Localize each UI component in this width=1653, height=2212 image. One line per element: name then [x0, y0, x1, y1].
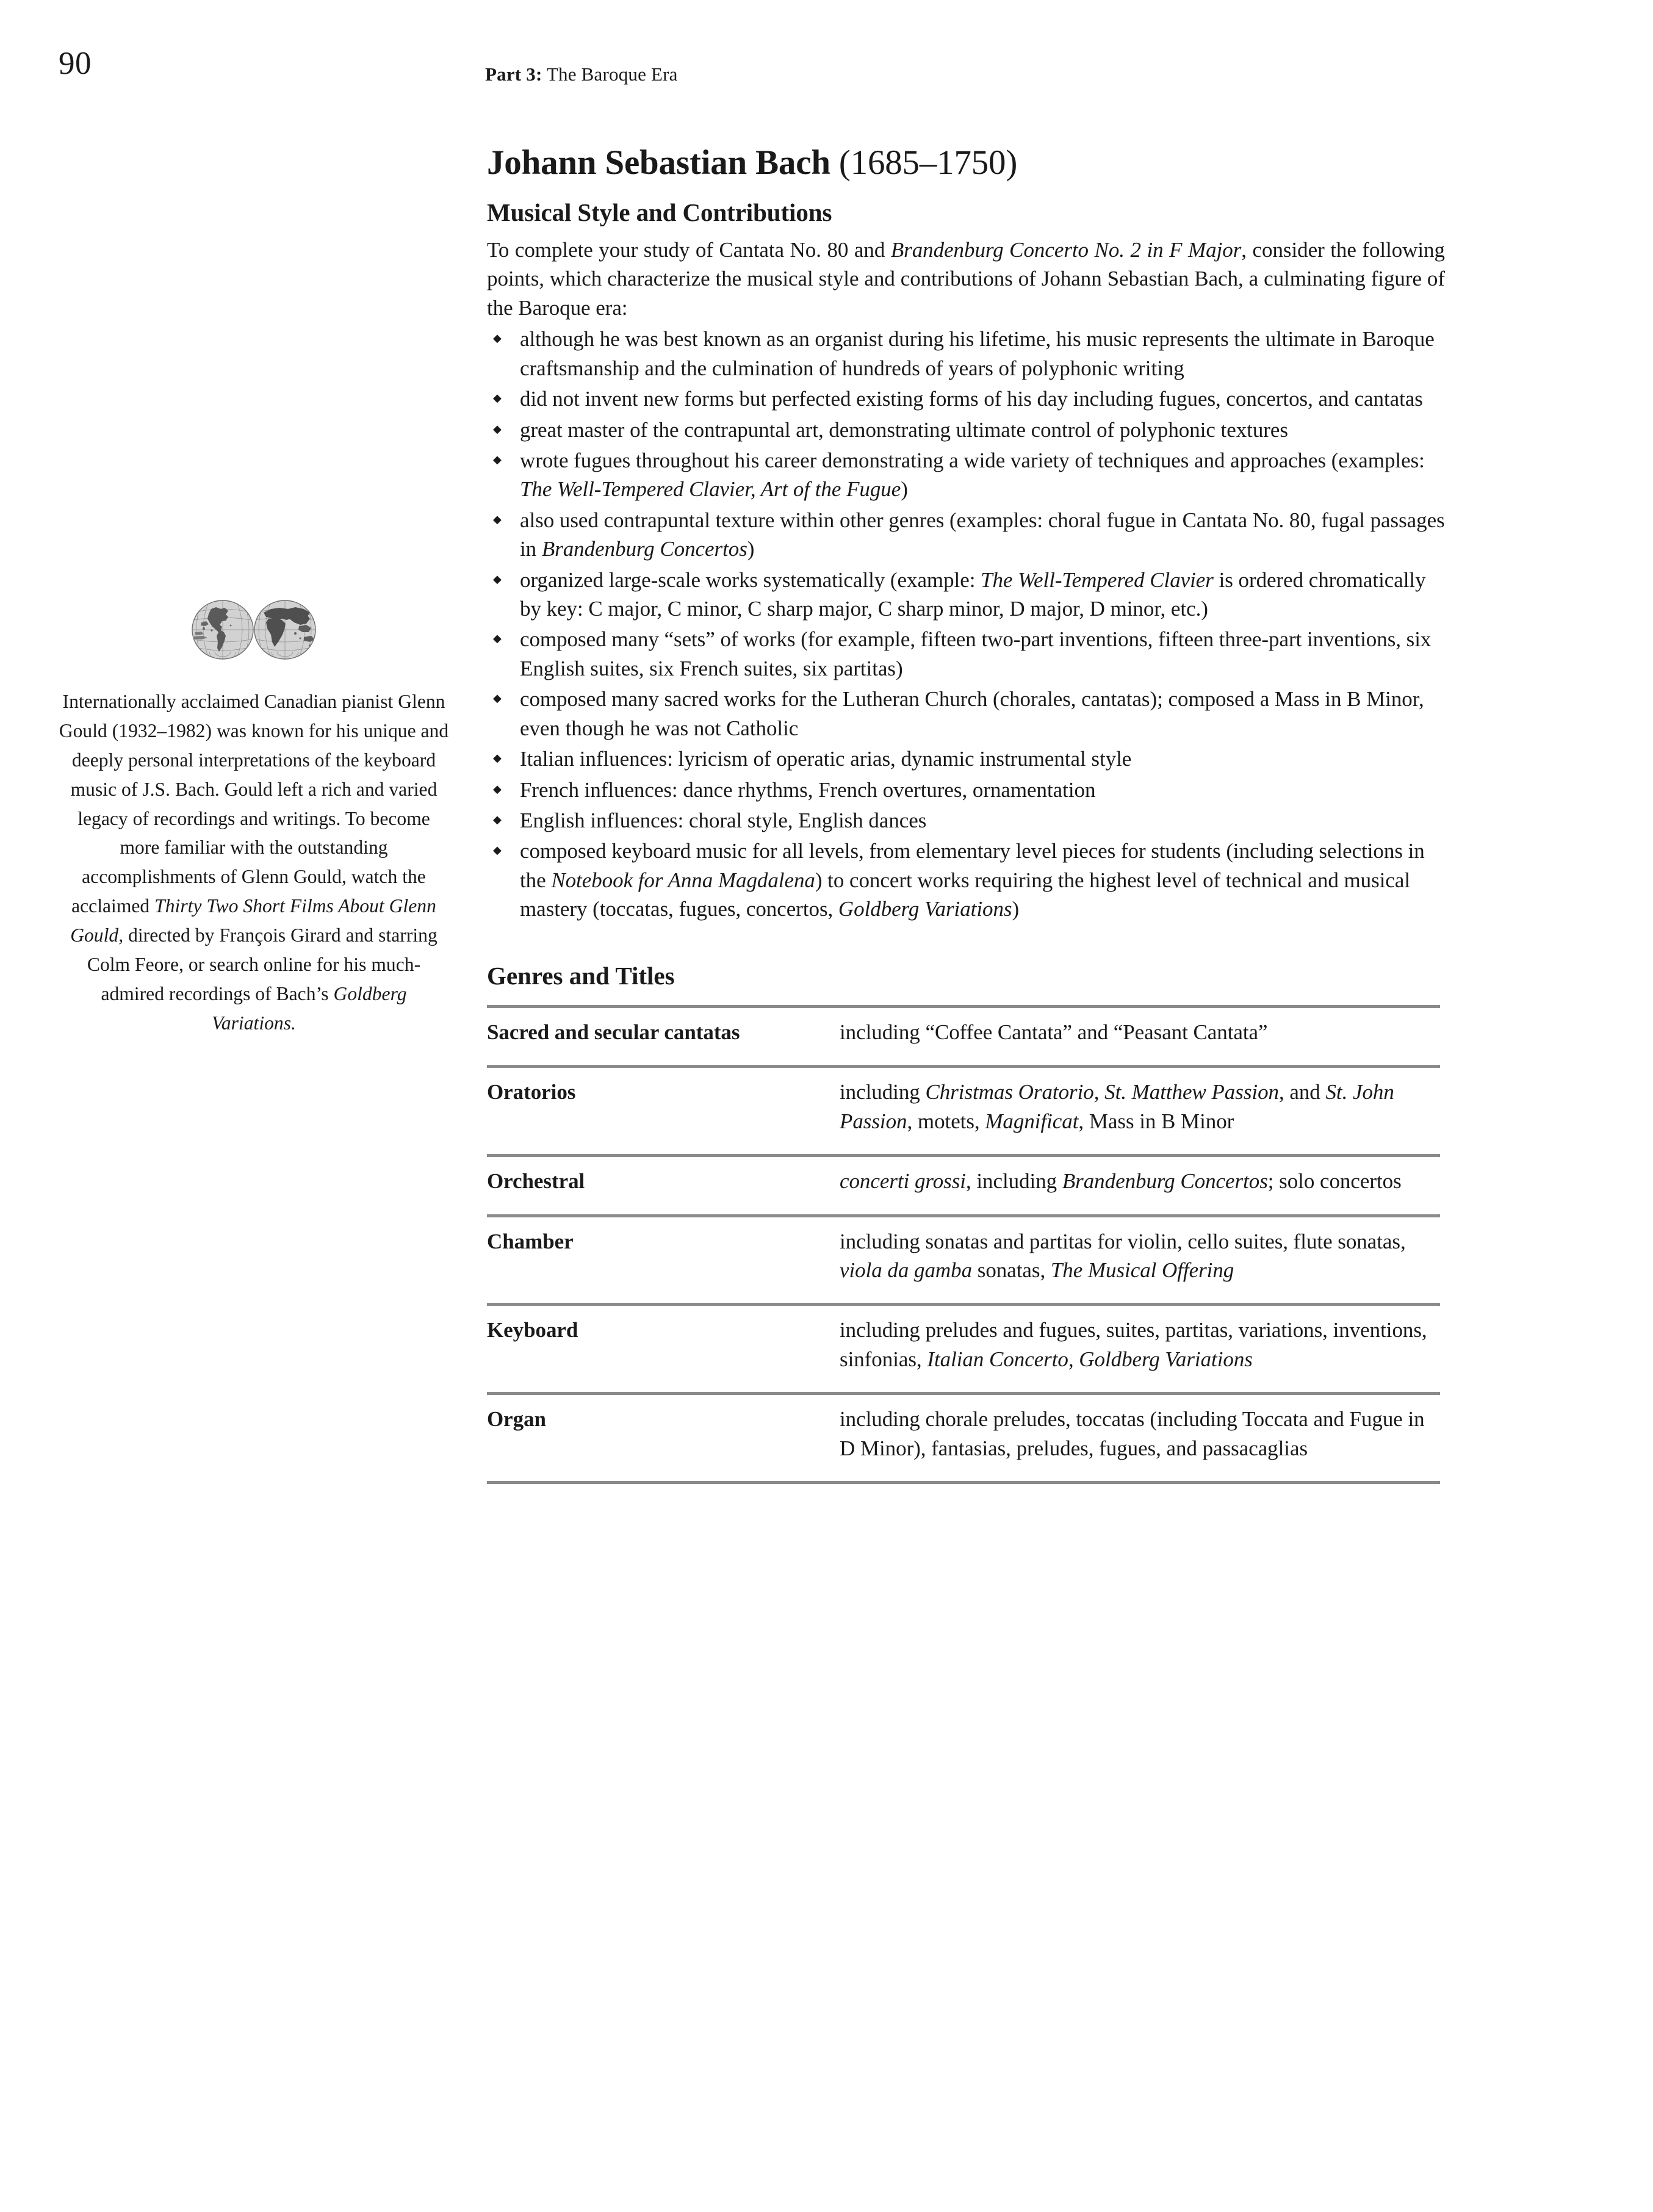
- list-item-text-tail: ): [747, 537, 755, 561]
- list-item: [487, 506, 1445, 564]
- sidebar-caption-work-title: Goldberg Variations.: [212, 982, 407, 1034]
- table-cell-text: including “Coffee Cantata” and “Peasant Cantata”: [840, 1020, 1268, 1044]
- table-cell-text-2: , including: [965, 1169, 1062, 1194]
- list-item: [487, 776, 1445, 804]
- table-cell-italic-2: St. John Passion: [840, 1080, 1394, 1133]
- list-item-text: composed keyboard music for all levels, from elementary level pieces for students (including selections in the: [520, 839, 1425, 892]
- table-cell-genre: Sacred and secular cantatas: [487, 1006, 840, 1066]
- list-item: [487, 625, 1445, 683]
- table-cell-text-3: ; solo concertos: [1267, 1169, 1402, 1194]
- table-cell-text-4: , Mass in B Minor: [1078, 1109, 1234, 1133]
- list-item-text: composed many sacred works for the Lutheran Church (chorales, cantatas); composed a Mass in B Minor, even though he was not Catholic: [520, 687, 1424, 740]
- table-cell-titles: [840, 1067, 1440, 1156]
- list-item-italic: The Well-Tempered Clavier, Art of the Fugue: [520, 477, 901, 502]
- page-number: 90: [59, 46, 92, 81]
- page-title-years: (1685–1750): [838, 143, 1018, 182]
- table-cell-genre: Keyboard: [487, 1305, 840, 1394]
- table-cell-genre: Organ: [487, 1394, 840, 1483]
- table-cell-text-2: sonatas,: [972, 1258, 1051, 1282]
- list-item: [487, 416, 1445, 444]
- world-map-globe-icon: [190, 598, 317, 661]
- list-item-text-tail: is ordered chromatically by key: C major, C minor, C sharp major, C sharp minor, D major, D minor, etc.): [520, 567, 1426, 621]
- sidebar-caption-part-2: directed by François Girard and starring Colm Feore, or search online for his much-admired recordings of Bach’s: [87, 924, 438, 1004]
- page-title-name: Johann Sebastian Bach: [487, 143, 839, 182]
- list-item: [487, 384, 1445, 413]
- list-item: [487, 837, 1445, 923]
- sidebar-note: [59, 598, 449, 1038]
- running-head-title: The Baroque Era: [542, 63, 678, 85]
- running-head: [485, 65, 678, 84]
- list-item-italic: Brandenburg Concertos: [541, 537, 747, 561]
- list-item-text: great master of the contrapuntal art, demonstrating ultimate control of polyphonic textures: [520, 417, 1288, 442]
- list-item-text: although he was best known as an organist during his lifetime, his music represents the ultimate in Baroque craftsmanship and the culmination of hundreds of years of polyphonic writing: [520, 327, 1435, 380]
- running-head-part: Part 3:: [485, 63, 542, 85]
- list-item-text: wrote fugues throughout his career demonstrating a wide variety of techniques and approaches (examples:: [520, 448, 1425, 472]
- list-item: [487, 325, 1445, 383]
- list-item-text: Italian influences: lyricism of operatic arias, dynamic instrumental style: [520, 747, 1132, 771]
- table-cell-text-3: , motets,: [907, 1109, 985, 1133]
- table-row: [487, 1305, 1440, 1394]
- table-cell-italic: concerti grossi: [840, 1169, 966, 1194]
- list-item: [487, 744, 1445, 773]
- table-row: [487, 1156, 1440, 1216]
- intro-paragraph: [487, 236, 1445, 322]
- table-row: [487, 1394, 1440, 1483]
- table-row: [487, 1006, 1440, 1066]
- table-cell-titles: [840, 1216, 1440, 1305]
- main-column: [487, 143, 1445, 1484]
- table-cell-italic: Christmas Oratorio, St. Matthew Passion: [925, 1080, 1279, 1104]
- sidebar-caption: [59, 687, 449, 1038]
- section-heading-genres-and-titles: Genres and Titles: [487, 961, 675, 990]
- genres-and-titles-table: [487, 1005, 1440, 1484]
- list-item: [487, 566, 1445, 624]
- table-cell-titles: [840, 1305, 1440, 1394]
- list-item: [487, 806, 1445, 835]
- intro-text-part-2: , consider the following points, which characterize the musical style and contributions of Johann Sebastian Bach, a culminating figure of the Baroque era:: [487, 237, 1446, 320]
- intro-work-title: Brandenburg Concerto No. 2 in F Major: [890, 237, 1242, 262]
- page-title: [487, 143, 1445, 182]
- list-item: [487, 685, 1445, 743]
- table-cell-genre: Oratorios: [487, 1067, 840, 1156]
- table-cell-titles: [840, 1394, 1440, 1483]
- list-item-text: English influences: choral style, English dances: [520, 808, 927, 832]
- sidebar-caption-film-title: Thirty Two Short Films About Glenn Gould,: [70, 895, 436, 946]
- table-cell-text: including sonatas and partitas for violin, cello suites, flute sonatas,: [840, 1229, 1406, 1253]
- list-item: [487, 446, 1445, 504]
- table-cell-italic-2: Brandenburg Concertos: [1062, 1169, 1268, 1194]
- list-item-italic: The Well-Tempered Clavier: [981, 567, 1214, 592]
- table-cell-italic: viola da gamba: [840, 1258, 973, 1282]
- intro-text-part-1: To complete your study of Cantata No. 80 and: [487, 237, 891, 262]
- table-cell-titles: [840, 1156, 1440, 1216]
- table-cell-italic-3: Magnificat: [985, 1109, 1079, 1133]
- list-item-text: organized large-scale works systematically (example:: [520, 567, 981, 592]
- list-item-italic: Notebook for Anna Magdalena: [551, 868, 815, 892]
- table-cell-text-2: , and: [1278, 1080, 1326, 1104]
- list-item-italic-2: Goldberg Variations: [838, 897, 1012, 921]
- table-cell-titles: [840, 1006, 1440, 1066]
- table-cell-italic: Italian Concerto, Goldberg Variations: [927, 1347, 1253, 1371]
- list-item-text: composed many “sets” of works (for example, fifteen two-part inventions, fifteen three-part inventions, six English suites, six French suites, six partitas): [520, 627, 1432, 680]
- table-row: [487, 1216, 1440, 1305]
- sidebar-caption-part-1: Internationally acclaimed Canadian pianist Glenn Gould (1932–1982) was known for his unique and deeply personal interpretations of the keyboard music of J.S. Bach. Gould left a rich and varied legacy of recordings and writings. To become more familiar with the outstanding accomplishments of Glenn Gould, watch the acclaimed: [59, 691, 449, 917]
- table-cell-italic-2: The Musical Offering: [1050, 1258, 1234, 1282]
- list-item-text-tail: ) to concert works requiring the highest level of technical and musical mastery (toccatas, fugues, concertos,: [520, 868, 1411, 921]
- table-cell-genre: Orchestral: [487, 1156, 840, 1216]
- table-cell-text: including: [840, 1080, 926, 1104]
- table-cell-text: including preludes and fugues, suites, partitas, variations, inventions, sinfonias,: [840, 1318, 1427, 1371]
- table-row: [487, 1067, 1440, 1156]
- table-cell-genre: Chamber: [487, 1216, 840, 1305]
- list-item-text: also used contrapuntal texture within other genres (examples: choral fugue in Cantata No. 80, fugal passages in: [520, 508, 1445, 561]
- list-item-text-tail-2: ): [1012, 897, 1020, 921]
- table-cell-text: including chorale preludes, toccatas (including Toccata and Fugue in D Minor), fantasias, preludes, fugues, and passacaglias: [840, 1407, 1425, 1460]
- list-item-text: did not invent new forms but perfected existing forms of his day including fugues, concertos, and cantatas: [520, 387, 1423, 411]
- list-item-text: French influences: dance rhythms, French overtures, ornamentation: [520, 777, 1096, 802]
- list-item-text-tail: ): [901, 477, 908, 502]
- section-heading-musical-style: Musical Style and Contributions: [487, 198, 832, 226]
- musical-style-bullet-list: [487, 325, 1445, 923]
